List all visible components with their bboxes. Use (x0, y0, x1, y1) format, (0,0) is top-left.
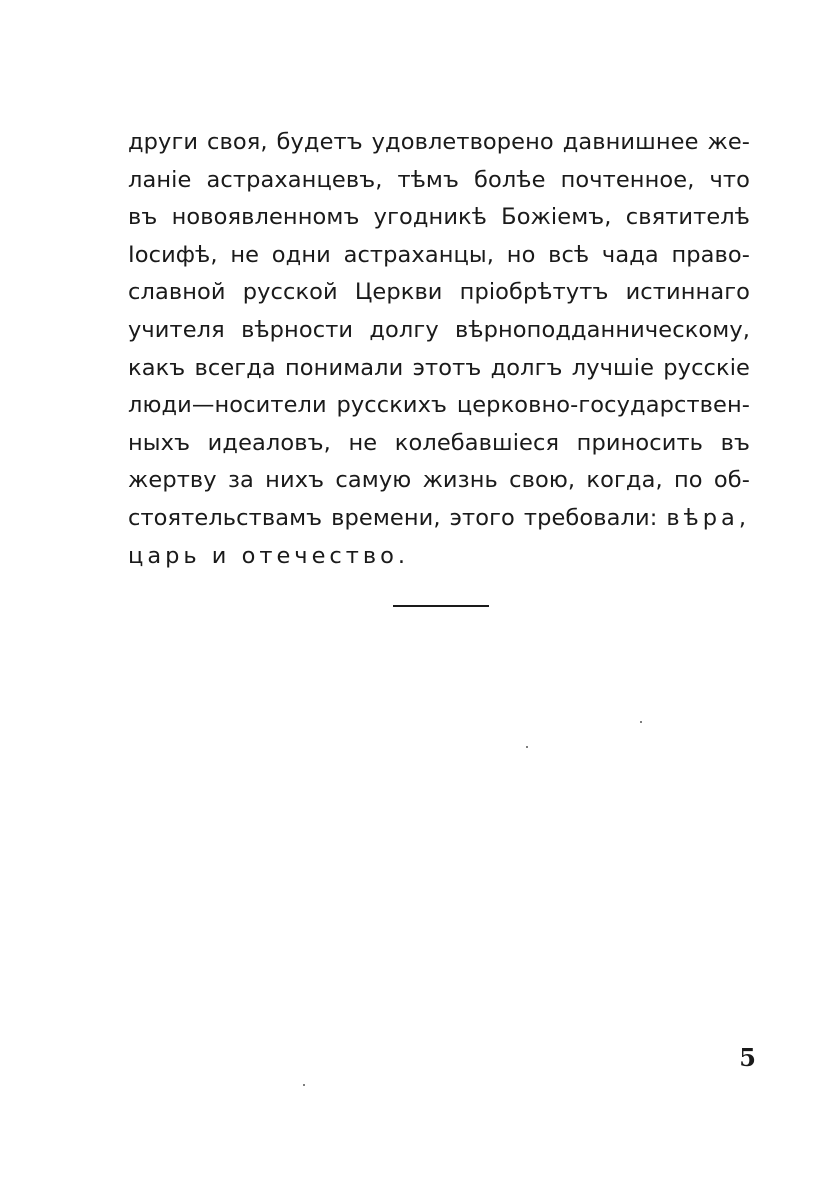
text-line-9: ныхъ идеаловъ, не колебавшіеся приносить въ (128, 429, 750, 456)
text-line-7: какъ всегда понимали этотъ долгъ лучшіе русскіе (128, 354, 750, 381)
body-text (128, 124, 750, 575)
text-line-11-main: стоятельствамъ времени, этого требовали: (128, 504, 658, 531)
text-line-11 (128, 500, 750, 538)
text-line-4: Іосифѣ, не одни астраханцы, но всѣ чада право- (128, 241, 750, 268)
text-line-2: ланіе астраханцевъ, тѣмъ болѣе почтенное, что (128, 166, 750, 193)
text-line-8: люди—носители русскихъ церковно-государствен- (128, 392, 750, 419)
scan-speck (303, 1084, 305, 1086)
text-line-3: въ новоявленномъ угодникѣ Божіемъ, святителѣ (128, 204, 750, 231)
scan-speck (640, 721, 642, 723)
section-divider (393, 605, 489, 607)
text-line-10: жертву за нихъ самую жизнь свою, когда, по об- (128, 467, 750, 494)
text-line-1: други своя, будетъ удовлетворено давнишнее же- (128, 129, 750, 155)
text-line-6: учителя вѣрности долгу вѣрноподданническому, (128, 316, 750, 343)
text-line-5: славной русской Церкви пріобрѣтутъ истиннаго (128, 279, 750, 306)
page-number: 5 (739, 1043, 756, 1072)
scan-speck (526, 746, 528, 748)
emphasis-word: вѣра, (666, 504, 750, 531)
text-line-12: царь и отечество. (128, 542, 410, 569)
